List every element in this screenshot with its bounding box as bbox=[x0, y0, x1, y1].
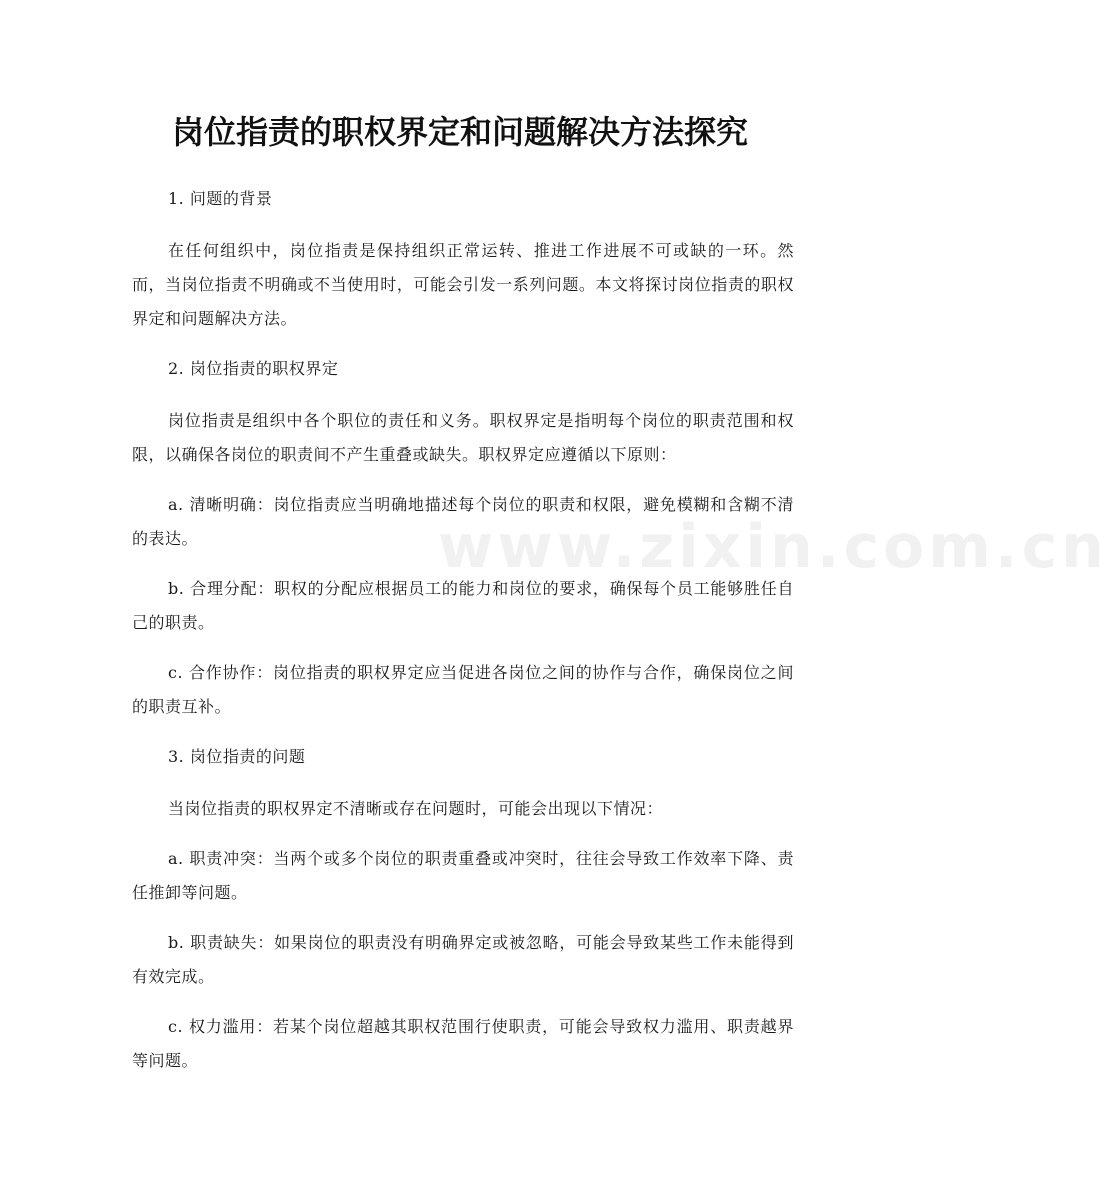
list-item: b. 合理分配：职权的分配应根据员工的能力和岗位的要求，确保每个员工能够胜任自己的职责。 bbox=[132, 579, 794, 632]
section-heading: 2. 岗位指责的职权界定 bbox=[168, 359, 339, 378]
section-heading: 1. 问题的背景 bbox=[168, 189, 273, 208]
document-body bbox=[132, 182, 794, 1094]
list-item: b. 职责缺失：如果岗位的职责没有明确界定或被忽略，可能会导致某些工作未能得到有效完成。 bbox=[132, 933, 794, 986]
list-item: a. 清晰明确：岗位指责应当明确地描述每个岗位的职责和权限，避免模糊和含糊不清的表达。 bbox=[132, 495, 794, 548]
list-item: a. 职责冲突：当两个或多个岗位的职责重叠或冲突时，往往会导致工作效率下降、责任推卸等问题。 bbox=[132, 849, 794, 902]
paragraph: 岗位指责是组织中各个职位的责任和义务。职权界定是指明每个岗位的职责范围和权限，以确保各岗位的职责间不产生重叠或缺失。职权界定应遵循以下原则： bbox=[132, 411, 794, 464]
section-heading: 3. 岗位指责的问题 bbox=[168, 747, 306, 766]
list-item: c. 合作协作：岗位指责的职权界定应当促进各岗位之间的协作与合作，确保岗位之间的职责互补。 bbox=[132, 663, 794, 716]
watermark: www.zixin.com.cn bbox=[438, 512, 1108, 582]
document-title: 岗位指责的职权界定和问题解决方法探究 bbox=[171, 113, 748, 151]
list-item: c. 权力滥用：若某个岗位超越其职权范围行使职责，可能会导致权力滥用、职责越界等问题。 bbox=[132, 1017, 794, 1070]
paragraph: 在任何组织中，岗位指责是保持组织正常运转、推进工作进展不可或缺的一环。然而，当岗位指责不明确或不当使用时，可能会引发一系列问题。本文将探讨岗位指责的职权界定和问题解决方法。 bbox=[132, 241, 794, 328]
paragraph: 当岗位指责的职权界定不清晰或存在问题时，可能会出现以下情况： bbox=[168, 799, 664, 818]
